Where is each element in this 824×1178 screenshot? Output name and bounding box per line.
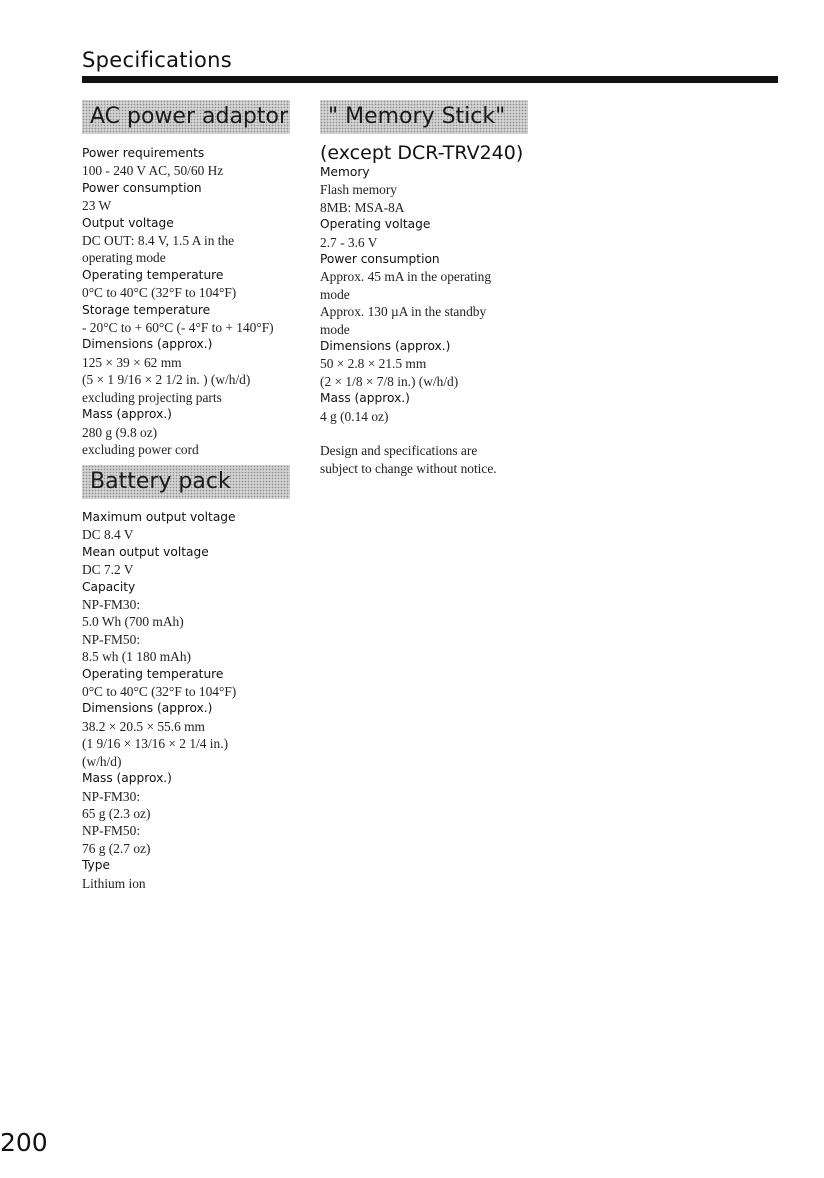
section-banner-memory-stick bbox=[320, 100, 528, 134]
spec-value: 65 g (2.3 oz) bbox=[82, 805, 151, 821]
spec-value: (5 × 1 9/16 × 2 1/2 in. ) (w/h/d) bbox=[82, 372, 251, 388]
spec-value: 50 × 2.8 × 21.5 mm bbox=[320, 356, 427, 372]
spec-value: (1 9/16 × 13/16 × 2 1/4 in.) bbox=[82, 736, 229, 752]
spec-value: subject to change without notice. bbox=[320, 460, 497, 476]
spec-value: NP-FM50: bbox=[82, 631, 141, 647]
spec-value: excluding projecting parts bbox=[82, 389, 222, 405]
memory-stick-lines bbox=[320, 164, 580, 477]
spec-value: NP-FM50: bbox=[82, 823, 141, 839]
spec-value: 4 g (0.14 oz) bbox=[320, 408, 389, 424]
spec-value: 280 g (9.8 oz) bbox=[82, 424, 158, 440]
spec-list-ac-adaptor bbox=[82, 145, 332, 458]
header-rule bbox=[82, 76, 778, 83]
spec-value: DC 8.4 V bbox=[82, 527, 134, 543]
spec-value: Design and specifications are bbox=[320, 443, 478, 459]
spec-value: 38.2 × 20.5 × 55.6 mm bbox=[82, 718, 205, 734]
spec-heading: Capacity bbox=[82, 579, 136, 594]
section-title-ac-adaptor: AC power adaptor bbox=[90, 104, 289, 129]
spec-heading: Storage temperature bbox=[82, 302, 211, 317]
spec-heading: Mass (approx.) bbox=[320, 391, 410, 406]
spec-heading: Operating voltage bbox=[320, 217, 431, 232]
spec-heading: Power consumption bbox=[82, 180, 202, 195]
spec-heading: Dimensions (approx.) bbox=[320, 339, 451, 354]
spec-value: 0°C to 40°C (32°F to 104°F) bbox=[82, 684, 237, 700]
spec-heading: Type bbox=[82, 858, 110, 873]
spec-heading: Operating temperature bbox=[82, 267, 224, 282]
spec-heading: Mean output voltage bbox=[82, 544, 209, 559]
spec-value: Approx. 45 mA in the operating bbox=[320, 269, 492, 285]
section-title-battery-pack: Battery pack bbox=[90, 469, 231, 494]
spec-heading: Power consumption bbox=[320, 252, 440, 267]
spec-value: Flash memory bbox=[320, 182, 397, 198]
spec-heading: Memory bbox=[320, 165, 370, 179]
section-title-memory-stick: " Memory Stick" bbox=[328, 104, 506, 129]
spec-value: 76 g (2.7 oz) bbox=[82, 840, 151, 856]
spec-value: Approx. 130 µA in the standby bbox=[320, 304, 487, 320]
spec-value: - 20°C to + 60°C (- 4°F to + 140°F) bbox=[82, 320, 274, 336]
spec-value: NP-FM30: bbox=[82, 788, 141, 804]
spec-heading: Mass (approx.) bbox=[82, 771, 172, 786]
spec-value: mode bbox=[320, 286, 350, 302]
spec-value: 125 × 39 × 62 mm bbox=[82, 354, 182, 370]
spacer bbox=[320, 425, 580, 442]
spec-heading: Operating temperature bbox=[82, 666, 224, 681]
section-banner-ac-adaptor bbox=[82, 100, 290, 134]
memory-stick-subtitle: (except DCR-TRV240) bbox=[320, 142, 524, 164]
spec-value: mode bbox=[320, 321, 350, 337]
spec-value: 5.0 Wh (700 mAh) bbox=[82, 614, 184, 630]
spec-value: (w/h/d) bbox=[82, 753, 122, 769]
spec-value: 2.7 - 3.6 V bbox=[320, 234, 378, 250]
spec-heading: Dimensions (approx.) bbox=[82, 337, 213, 352]
spec-list-battery-pack bbox=[82, 509, 332, 892]
spec-value: DC OUT: 8.4 V, 1.5 A in the bbox=[82, 233, 235, 249]
spec-heading: Maximum output voltage bbox=[82, 510, 236, 524]
spec-heading: Power requirements bbox=[82, 146, 205, 160]
spec-value: excluding power cord bbox=[82, 441, 199, 457]
spec-value: 8.5 wh (1 180 mAh) bbox=[82, 649, 191, 665]
section-banner-battery-pack bbox=[82, 465, 290, 499]
spec-heading: Output voltage bbox=[82, 215, 174, 230]
spec-heading: Mass (approx.) bbox=[82, 407, 172, 422]
spec-value: operating mode bbox=[82, 250, 166, 266]
spec-value: Lithium ion bbox=[82, 875, 146, 891]
page-title: Specifications bbox=[82, 48, 232, 72]
spec-value: DC 7.2 V bbox=[82, 562, 134, 578]
spec-value: NP-FM30: bbox=[82, 597, 141, 613]
spec-value: (2 × 1/8 × 7/8 in.) (w/h/d) bbox=[320, 373, 459, 389]
spec-value: 8MB: MSA-8A bbox=[320, 199, 405, 215]
spec-list-memory-stick bbox=[320, 142, 580, 477]
spec-heading: Dimensions (approx.) bbox=[82, 701, 213, 716]
page-number: 200 bbox=[0, 1128, 48, 1157]
spec-value: 100 - 240 V AC, 50/60 Hz bbox=[82, 163, 224, 179]
spec-value: 23 W bbox=[82, 198, 112, 214]
spec-value: 0°C to 40°C (32°F to 104°F) bbox=[82, 285, 237, 301]
